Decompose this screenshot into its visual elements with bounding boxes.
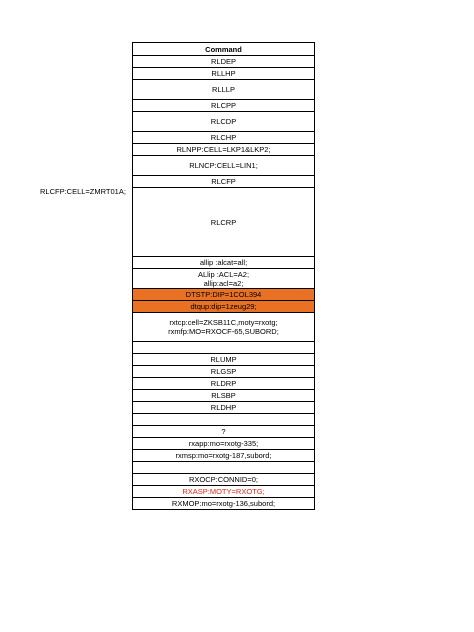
command-cell xyxy=(133,257,315,269)
table-row xyxy=(133,462,315,474)
command-text: rxmsp:mo=rxotg-187,subord; xyxy=(175,451,272,460)
table-row xyxy=(133,450,315,462)
table-row xyxy=(133,414,315,426)
table-row xyxy=(133,438,315,450)
command-text: dtqup:dip=1zeug29; xyxy=(190,302,257,311)
command-cell xyxy=(133,438,315,450)
table-row xyxy=(133,354,315,366)
table-row xyxy=(133,68,315,80)
command-cell xyxy=(133,498,315,510)
command-text: DTSTP:DIP=1COL394 xyxy=(185,290,262,299)
command-text: RLCPP xyxy=(210,101,236,110)
table-row xyxy=(133,112,315,132)
table-row xyxy=(133,100,315,112)
command-cell xyxy=(133,486,315,498)
command-cell xyxy=(133,144,315,156)
command-cell xyxy=(133,474,315,486)
table-row xyxy=(133,132,315,144)
side-command-label: RLCFP:CELL=ZMRT01A; xyxy=(40,187,126,196)
command-cell xyxy=(133,289,315,301)
column-header-command: Command xyxy=(133,43,315,56)
command-table xyxy=(132,42,315,510)
command-text: RLNPP:CELL=LKP1&LKP2; xyxy=(176,145,271,154)
table-row xyxy=(133,426,315,438)
command-text: RLDHP xyxy=(210,403,237,412)
table-row xyxy=(133,378,315,390)
table-row xyxy=(133,313,315,342)
command-cell xyxy=(133,301,315,313)
command-text: RLUMP xyxy=(210,355,237,364)
command-cell xyxy=(133,156,315,176)
table-row xyxy=(133,156,315,176)
table-row xyxy=(133,474,315,486)
command-text: RLLLP xyxy=(212,85,235,94)
table-row xyxy=(133,366,315,378)
command-cell xyxy=(133,450,315,462)
command-text: rxapp:mo=rxotg-335; xyxy=(188,439,259,448)
table-header-row xyxy=(133,43,315,56)
command-text: RXOCP:CONNID=0; xyxy=(189,475,258,484)
command-cell xyxy=(133,132,315,144)
table-row xyxy=(133,176,315,188)
command-cell xyxy=(133,378,315,390)
table-row xyxy=(133,402,315,414)
table-row xyxy=(133,257,315,269)
table-row xyxy=(133,269,315,289)
command-text: RLCDP xyxy=(210,117,237,126)
command-text: RXMOP:mo=rxotg-136,subord; xyxy=(171,499,276,508)
command-text: allip :alcat=all; xyxy=(199,258,248,267)
command-cell xyxy=(133,390,315,402)
command-text: RXASP:MOTY=RXOTG; xyxy=(182,487,265,496)
command-text: rxtcp:cell=ZKSB11C,moty=rxotg; xyxy=(169,318,278,327)
command-cell xyxy=(133,462,315,474)
command-cell xyxy=(133,188,315,257)
command-cell xyxy=(133,56,315,68)
command-text: ALlip :ACL=A2; xyxy=(197,269,250,279)
command-text: RLCFP xyxy=(211,177,236,186)
table-row xyxy=(133,301,315,313)
table-row xyxy=(133,289,315,301)
command-cell xyxy=(133,342,315,354)
command-cell xyxy=(133,354,315,366)
command-cell xyxy=(133,426,315,438)
command-cell xyxy=(133,414,315,426)
command-cell xyxy=(133,313,315,342)
command-text: RLNCP:CELL=LIN1; xyxy=(189,161,258,170)
command-text: RLGSP xyxy=(210,367,237,376)
command-cell xyxy=(133,366,315,378)
table-row xyxy=(133,188,315,257)
table-row xyxy=(133,498,315,510)
command-cell xyxy=(133,269,315,289)
command-text: RLDRP xyxy=(210,379,237,388)
table-row xyxy=(133,342,315,354)
command-cell xyxy=(133,112,315,132)
command-text: RLCHP xyxy=(210,133,237,142)
command-cell xyxy=(133,176,315,188)
command-text: RLLHP xyxy=(211,69,236,78)
command-text: RLSBP xyxy=(211,391,236,400)
command-text: RLCRP xyxy=(210,217,237,227)
table-row xyxy=(133,144,315,156)
command-cell xyxy=(133,80,315,100)
command-text: rxmfp:MO=RXOCF-65,SUBORD; xyxy=(168,327,279,336)
table-row xyxy=(133,56,315,68)
command-text: RLDEP xyxy=(210,57,236,66)
command-cell xyxy=(133,100,315,112)
command-table-body xyxy=(133,56,315,510)
command-cell xyxy=(133,68,315,80)
table-row xyxy=(133,390,315,402)
table-row xyxy=(133,80,315,100)
command-text: allip:acl=a2; xyxy=(203,278,244,288)
table-row xyxy=(133,486,315,498)
command-cell xyxy=(133,402,315,414)
command-text: ? xyxy=(221,427,226,436)
